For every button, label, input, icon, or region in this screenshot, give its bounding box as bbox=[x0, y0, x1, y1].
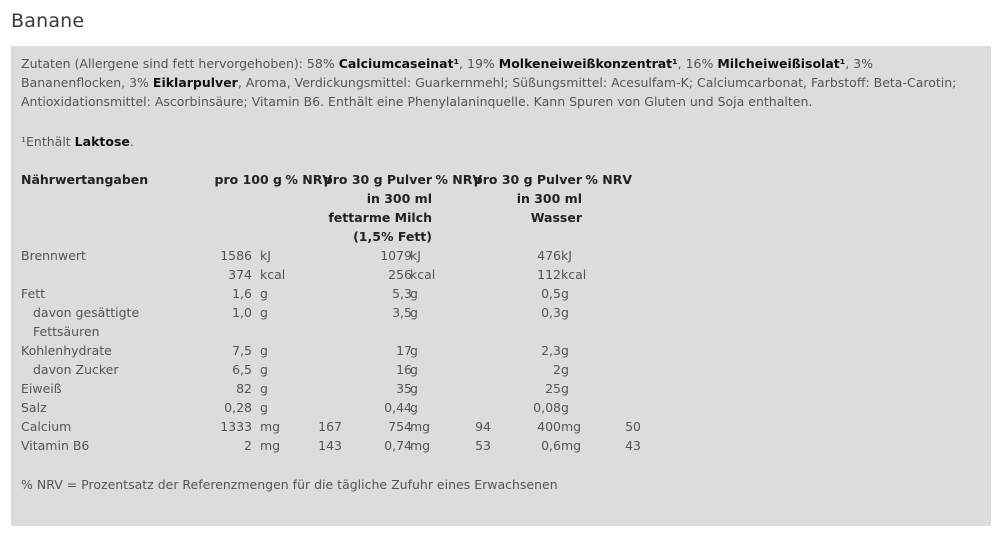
cell-v2: 1079 bbox=[380, 248, 412, 263]
cell-u3: g bbox=[561, 305, 569, 320]
cell-u3: g bbox=[561, 381, 569, 396]
allergen-molkeneiweiss: Molkeneiweißkonzentrat¹ bbox=[498, 56, 678, 71]
cell-v3: 25 bbox=[545, 381, 561, 396]
cell-v2: 5,3 bbox=[392, 286, 412, 301]
cell-v2: 35 bbox=[396, 381, 412, 396]
ingredients-rest: , Aroma, Verdickungsmittel: Guarkernmehl; Süßungsmittel: Acesulfam-K; Calciumcarbonat, Farbstoff: Beta-Carotin; Antioxidationsmittel: Ascorbinsäure; Vitamin B6. Enthält eine Phenylalaninquelle. Kann Spuren von Gluten und Soja enthalten. bbox=[21, 75, 957, 109]
cell-u2: g bbox=[410, 343, 418, 358]
cell-v2: 16 bbox=[396, 362, 412, 377]
cell-u2: g bbox=[410, 400, 418, 415]
cell-u3: kcal bbox=[561, 267, 587, 282]
cell-v1: 1,6 bbox=[232, 286, 252, 301]
cell-n3: 50 bbox=[625, 419, 641, 434]
row-label: Fettsäuren bbox=[33, 324, 100, 339]
table-header-row bbox=[21, 227, 641, 246]
row-label: Brennwert bbox=[21, 248, 86, 263]
cell-v3: 2,3 bbox=[541, 343, 561, 358]
header-milk-line1: pro 30 g Pulver bbox=[323, 172, 432, 187]
lactose-footnote bbox=[21, 132, 976, 151]
footnote-prefix: ¹Enthält bbox=[21, 134, 75, 149]
cell-u3: mg bbox=[561, 438, 582, 453]
cell-u2: mg bbox=[410, 438, 431, 453]
cell-u1: g bbox=[260, 400, 268, 415]
table-header-row bbox=[21, 170, 641, 189]
header-water-line3: Wasser bbox=[530, 210, 582, 225]
cell-u1: kJ bbox=[260, 248, 271, 263]
ingredients-text bbox=[21, 54, 976, 111]
allergen-eiklarpulver: Eiklarpulver bbox=[152, 75, 238, 90]
cell-v3: 0,08 bbox=[533, 400, 561, 415]
table-header-row bbox=[21, 189, 641, 208]
cell-v3: 0,6 bbox=[541, 438, 561, 453]
cell-u1: mg bbox=[260, 419, 281, 434]
cell-n1: 167 bbox=[318, 419, 342, 434]
ingredients-part: , 3% Bananenflocken, 3% bbox=[21, 56, 874, 90]
table-row bbox=[21, 360, 641, 379]
nutrition-table bbox=[21, 170, 641, 455]
cell-u1: g bbox=[260, 381, 268, 396]
cell-v3: 0,5 bbox=[541, 286, 561, 301]
table-row bbox=[21, 284, 641, 303]
cell-v2: 256 bbox=[388, 267, 412, 282]
cell-n2: 53 bbox=[475, 438, 491, 453]
row-label: davon gesättigte bbox=[33, 305, 140, 320]
cell-u3: kJ bbox=[561, 248, 572, 263]
cell-u3: mg bbox=[561, 419, 582, 434]
header-water-line2: in 300 ml bbox=[516, 191, 582, 206]
row-label: davon Zucker bbox=[33, 362, 119, 377]
cell-u3: g bbox=[561, 362, 569, 377]
row-label: Salz bbox=[21, 400, 47, 415]
table-header-row bbox=[21, 208, 641, 227]
cell-v1: 2 bbox=[244, 438, 252, 453]
cell-v1: 82 bbox=[236, 381, 252, 396]
ingredients-part: , 19% bbox=[459, 56, 499, 71]
table-row bbox=[21, 341, 641, 360]
row-label: Calcium bbox=[21, 419, 72, 434]
header-label: Nährwertangaben bbox=[21, 172, 149, 187]
cell-v3: 400 bbox=[537, 419, 561, 434]
table-row bbox=[21, 417, 641, 436]
header-nrv-2: % NRV bbox=[435, 172, 482, 187]
header-per-100g: pro 100 g bbox=[214, 172, 282, 187]
cell-u2: g bbox=[410, 305, 418, 320]
header-milk-line4: (1,5% Fett) bbox=[353, 229, 432, 244]
cell-v1: 7,5 bbox=[232, 343, 252, 358]
table-row bbox=[21, 322, 641, 341]
cell-u2: g bbox=[410, 362, 418, 377]
cell-v3: 112 bbox=[537, 267, 561, 282]
cell-u1: g bbox=[260, 286, 268, 301]
row-label: Eiweiß bbox=[21, 381, 62, 396]
cell-u3: g bbox=[561, 286, 569, 301]
row-label: Fett bbox=[21, 286, 45, 301]
header-milk-line3: fettarme Milch bbox=[328, 210, 432, 225]
cell-v1: 6,5 bbox=[232, 362, 252, 377]
cell-u1: g bbox=[260, 305, 268, 320]
cell-n1: 143 bbox=[318, 438, 342, 453]
row-label: Kohlenhydrate bbox=[21, 343, 112, 358]
cell-u2: kJ bbox=[410, 248, 421, 263]
row-label: Vitamin B6 bbox=[21, 438, 90, 453]
footnote-allergen: Laktose bbox=[74, 134, 130, 149]
cell-v1: 0,28 bbox=[224, 400, 252, 415]
table-row bbox=[21, 436, 641, 455]
cell-v3: 476 bbox=[537, 248, 561, 263]
allergen-milcheiweiss: Milcheiweißisolat¹ bbox=[717, 56, 846, 71]
cell-v1: 374 bbox=[228, 267, 252, 282]
cell-v1: 1333 bbox=[220, 419, 252, 434]
cell-n2: 94 bbox=[475, 419, 491, 434]
cell-u3: g bbox=[561, 343, 569, 358]
nrv-note: % NRV = Prozentsatz der Referenzmengen für die tägliche Zufuhr eines Erwachsenen bbox=[21, 477, 558, 492]
cell-v2: 3,5 bbox=[392, 305, 412, 320]
table-body bbox=[21, 246, 641, 455]
footnote-suffix: . bbox=[129, 134, 134, 149]
cell-u3: g bbox=[561, 400, 569, 415]
table-row bbox=[21, 398, 641, 417]
cell-n3: 43 bbox=[625, 438, 641, 453]
nutrition-panel bbox=[11, 46, 991, 526]
cell-u1: g bbox=[260, 362, 268, 377]
table-row bbox=[21, 246, 641, 265]
cell-v2: 0,74 bbox=[384, 438, 412, 453]
header-water-line1: pro 30 g Pulver bbox=[473, 172, 582, 187]
ingredients-intro: Zutaten (Allergene sind fett hervorgehoben): 58% bbox=[21, 56, 339, 71]
cell-v1: 1,0 bbox=[232, 305, 252, 320]
cell-v1: 1586 bbox=[220, 248, 252, 263]
cell-u2: mg bbox=[410, 419, 431, 434]
cell-v3: 2 bbox=[553, 362, 561, 377]
cell-v2: 17 bbox=[396, 343, 412, 358]
header-nrv-3: % NRV bbox=[585, 172, 632, 187]
table-row bbox=[21, 379, 641, 398]
page-title: Banane bbox=[11, 10, 85, 32]
cell-v2: 754 bbox=[388, 419, 412, 434]
table-row bbox=[21, 303, 641, 322]
cell-u1: g bbox=[260, 343, 268, 358]
header-milk-line2: in 300 ml bbox=[366, 191, 432, 206]
cell-v3: 0,3 bbox=[541, 305, 561, 320]
cell-u2: g bbox=[410, 381, 418, 396]
cell-u1: mg bbox=[260, 438, 281, 453]
cell-u1: kcal bbox=[260, 267, 286, 282]
cell-u2: g bbox=[410, 286, 418, 301]
cell-u2: kcal bbox=[410, 267, 436, 282]
table-row bbox=[21, 265, 641, 284]
ingredients-part: , 16% bbox=[677, 56, 718, 71]
cell-v2: 0,44 bbox=[384, 400, 412, 415]
allergen-calciumcaseinat: Calciumcaseinat¹ bbox=[338, 56, 460, 71]
header-nrv-1: % NRV bbox=[285, 172, 332, 187]
